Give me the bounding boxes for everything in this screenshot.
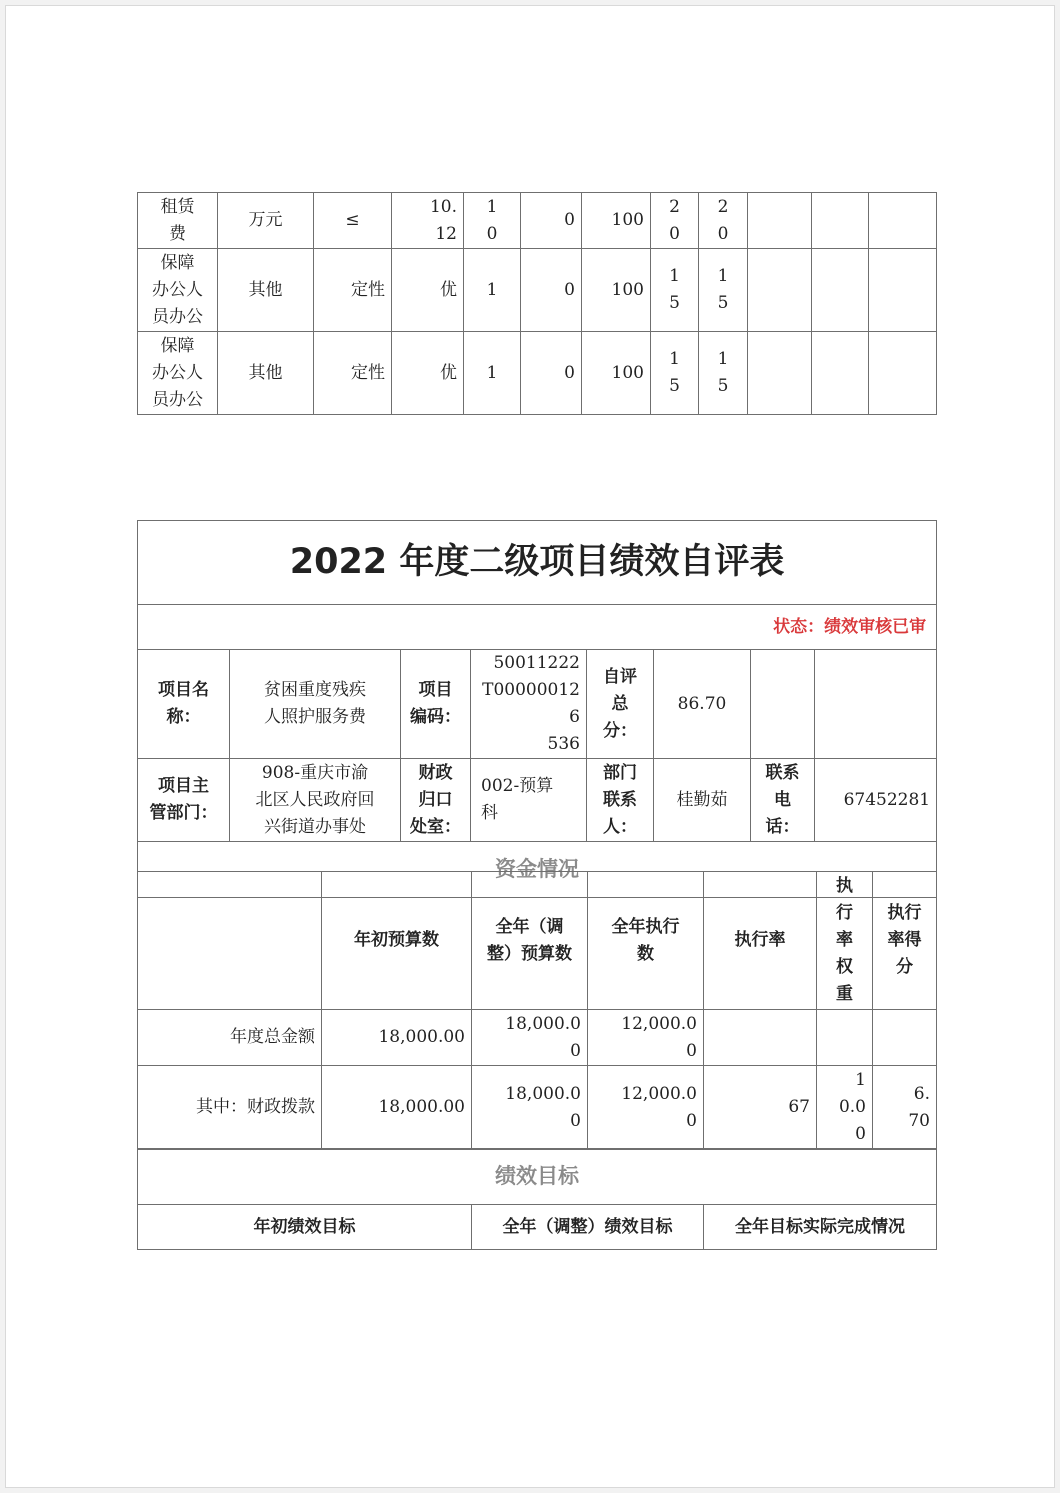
empty-cell xyxy=(812,249,869,332)
indicator-name: 租赁 费 xyxy=(138,193,218,249)
initial-budget-value: 18,000.00 xyxy=(322,1066,472,1150)
col-actual-completion: 全年目标实际完成情况 xyxy=(704,1205,937,1250)
empty-cell xyxy=(869,193,937,249)
table-row xyxy=(138,1010,937,1066)
empty-cell xyxy=(869,249,937,332)
funds-section-title: 资金情况 xyxy=(138,842,937,898)
perf-section-title: 绩效目标 xyxy=(138,1149,937,1205)
indicator-value: 100 xyxy=(582,249,651,332)
indicator-score: 2 0 xyxy=(699,193,748,249)
indicator-value: 0 xyxy=(521,193,582,249)
indicator-name: 保障 办公人 员办公 xyxy=(138,332,218,415)
finance-office-label: 财政 归口 处室： xyxy=(401,759,471,842)
empty-cell xyxy=(812,193,869,249)
row-label: 其中：财政拨款 xyxy=(138,1066,322,1150)
form-title: 2022 年度二级项目绩效自评表 xyxy=(138,521,937,605)
indicator-unit: 万元 xyxy=(218,193,314,249)
dept-contact-value: 桂勤茹 xyxy=(654,759,751,842)
indicator-unit: 其他 xyxy=(218,249,314,332)
adjusted-budget-value: 18,000.0 0 xyxy=(472,1010,588,1066)
indicator-value: 100 xyxy=(582,332,651,415)
self-score-label: 自评 总 分： xyxy=(587,650,654,759)
phone-label: 联系 电 话： xyxy=(751,759,815,842)
col-executed: 全年执行 数 xyxy=(588,872,704,1010)
indicator-weight: 1 xyxy=(464,332,521,415)
indicator-value: 0 xyxy=(521,249,582,332)
indicator-unit: 其他 xyxy=(218,332,314,415)
rate-weight-value: 1 0.0 0 xyxy=(817,1066,873,1150)
col-adjusted-budget: 全年（调 整）预算数 xyxy=(472,872,588,1010)
empty-cell xyxy=(815,650,937,759)
initial-budget-value: 18,000.00 xyxy=(322,1010,472,1066)
finance-office-value: 002-预算 科 xyxy=(471,759,587,842)
dept-value: 908-重庆市渝 北区人民政府回 兴街道办事处 xyxy=(230,759,401,842)
status-badge: 状态：绩效审核已审 xyxy=(138,605,937,650)
rate-score-value: 6. 70 xyxy=(873,1066,937,1150)
indicator-name: 保障 办公人 员办公 xyxy=(138,249,218,332)
exec-rate-value xyxy=(704,1010,817,1066)
project-name-value: 贫困重度残疾 人照护服务费 xyxy=(230,650,401,759)
indicator-table xyxy=(137,192,937,415)
document-page xyxy=(5,5,1055,1488)
col-rate-weight: 执 行 率 权 重 xyxy=(817,872,873,1010)
empty-cell xyxy=(748,332,812,415)
indicator-score: 2 0 xyxy=(651,193,699,249)
table-row xyxy=(138,1066,937,1150)
empty-cell xyxy=(748,193,812,249)
table-row xyxy=(138,249,937,332)
indicator-weight: 1 xyxy=(464,249,521,332)
indicator-target: 优 xyxy=(392,332,464,415)
exec-rate-value: 67 xyxy=(704,1066,817,1150)
project-name-label: 项目名 称： xyxy=(138,650,230,759)
indicator-operator: 定性 xyxy=(314,332,392,415)
col-rate-score: 执行 率得 分 xyxy=(873,872,937,1010)
table-row xyxy=(138,332,937,415)
rate-score-value xyxy=(873,1010,937,1066)
evaluation-form-header xyxy=(137,520,937,898)
project-code-label: 项目 编码： xyxy=(401,650,471,759)
indicator-weight: 1 0 xyxy=(464,193,521,249)
project-code-value: 50011222 T000000126 536 xyxy=(471,650,587,759)
indicator-score: 1 5 xyxy=(651,332,699,415)
indicator-target: 优 xyxy=(392,249,464,332)
adjusted-budget-value: 18,000.0 0 xyxy=(472,1066,588,1150)
empty-cell xyxy=(138,872,322,1010)
dept-contact-label: 部门 联系 人： xyxy=(587,759,654,842)
col-initial-budget: 年初预算数 xyxy=(322,872,472,1010)
col-initial-goal: 年初绩效目标 xyxy=(138,1205,472,1250)
col-exec-rate: 执行率 xyxy=(704,872,817,1010)
rate-weight-value xyxy=(817,1010,873,1066)
indicator-score: 1 5 xyxy=(699,332,748,415)
col-adjusted-goal: 全年（调整）绩效目标 xyxy=(472,1205,704,1250)
phone-value: 67452281 xyxy=(815,759,937,842)
funds-table xyxy=(137,871,937,1150)
indicator-value: 0 xyxy=(521,332,582,415)
empty-cell xyxy=(869,332,937,415)
empty-cell xyxy=(751,650,815,759)
self-score-value: 86.70 xyxy=(654,650,751,759)
empty-cell xyxy=(748,249,812,332)
indicator-operator: 定性 xyxy=(314,249,392,332)
executed-value: 12,000.0 0 xyxy=(588,1010,704,1066)
indicator-score: 1 5 xyxy=(651,249,699,332)
indicator-value: 100 xyxy=(582,193,651,249)
empty-cell xyxy=(812,332,869,415)
indicator-operator: ≤ xyxy=(314,193,392,249)
row-label: 年度总金额 xyxy=(138,1010,322,1066)
indicator-target: 10. 12 xyxy=(392,193,464,249)
indicator-score: 1 5 xyxy=(699,249,748,332)
dept-label: 项目主 管部门： xyxy=(138,759,230,842)
table-row xyxy=(138,193,937,249)
executed-value: 12,000.0 0 xyxy=(588,1066,704,1150)
performance-goals-table xyxy=(137,1148,937,1250)
